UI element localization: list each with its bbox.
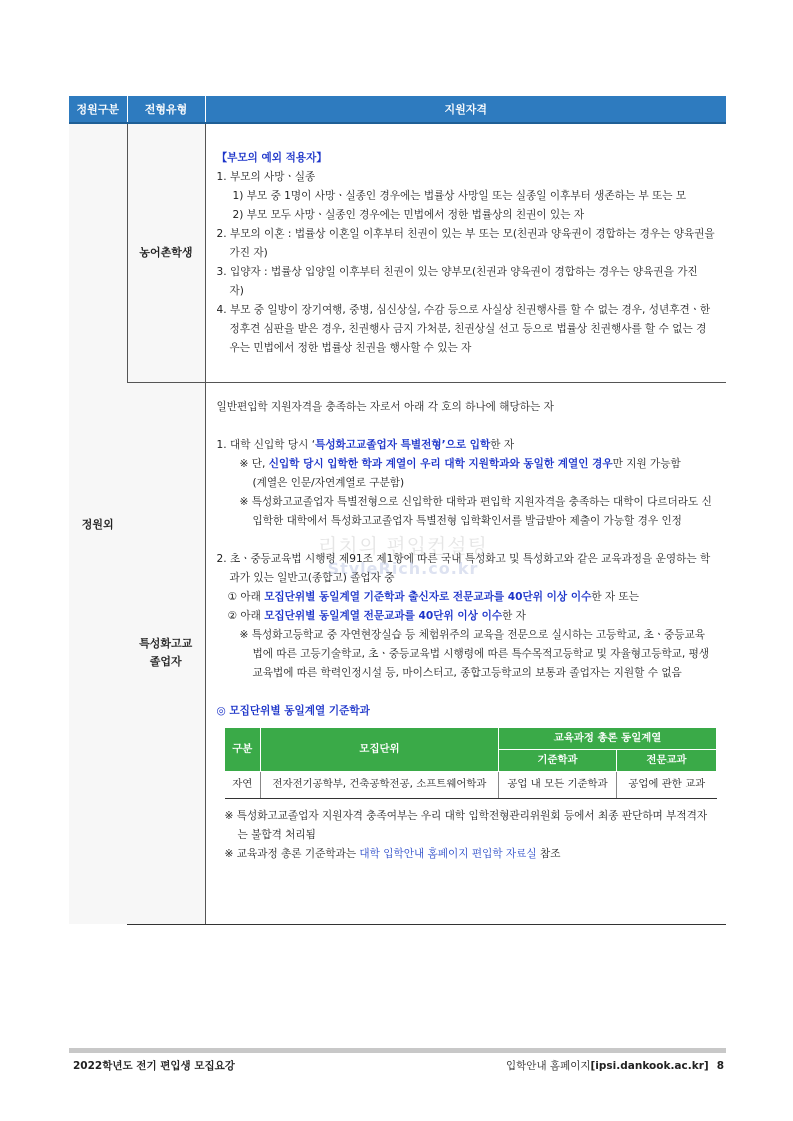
sub-header-division: 구분 (225, 727, 261, 771)
emphasis-same-field: 신입학 당시 입학한 학과 계열이 우리 대학 지원학과와 동일한 계열인 경우 (268, 457, 613, 470)
vocational-note-1: ※ 단, 신입학 당시 입학한 학과 계열이 우리 대학 지원학과와 동일한 계열인 경우만 지원 가능함 (계열은 인문/자연계열로 구분함) (239, 457, 681, 489)
table-row (225, 771, 717, 798)
curriculum-reference-note: ※ 교육과정 총론 기준학과는 대학 입학안내 홈페이지 편입학 자료실 참조 (224, 847, 561, 860)
rural-item-2: 2. 부모의 이혼 : 법률상 이혼일 이후부터 친권이 있는 부 또는 모(친권과 양육권이 경합하는 경우는 양육권을 가진 자) (216, 228, 715, 260)
rural-item-1b: 2) 부모 모두 사망ㆍ실종인 경우에는 민법에서 정한 법률상의 친권이 있는 자 (232, 209, 585, 222)
emphasis-condition-1: 모집단위별 동일계열 기준학과 출신자로 전문교과를 40단위 이상 이수 (264, 590, 592, 603)
cell-specialized-subject: 공업에 관한 교과 (617, 771, 717, 798)
sub-header-specialized-subject: 전문교과 (617, 749, 717, 771)
vocational-condition-2: ② 아래 모집단위별 동일계열 전문교과를 40단위 이상 이수한 자 (227, 609, 526, 622)
vocational-item-2: 2. 초ㆍ중등교육법 시행령 제91조 제1항에 따른 국내 특성화고 및 특성화고와 같은 교육과정을 운영하는 학과가 있는 일반고(종합고) 졸업자 중 (216, 552, 711, 584)
page-number: 8 (716, 1060, 724, 1072)
vocational-type-line1: 특성화고교 (139, 637, 193, 651)
vocational-type-line2: 졸업자 (149, 655, 182, 668)
watermark-line2: StyleRich.co.kr (327, 559, 479, 578)
archive-link[interactable]: 대학 입학안내 홈페이지 편입학 자료실 (359, 847, 537, 860)
qualification-vocational (205, 382, 726, 924)
footer-site-label: 입학안내 홈페이지 (506, 1060, 591, 1072)
header-admission-type: 전형유형 (127, 96, 205, 123)
watermark-line1: 리치의 편입컨설팅 (318, 534, 488, 558)
final-decision-note: ※ 특성화고교졸업자 지원자격 충족여부는 우리 대학 입학전형관리위원회 등에서 최종 판단하며 부적격자는 불합격 처리됨 (224, 809, 708, 841)
vocational-condition-1: ① 아래 모집단위별 동일계열 기준학과 출신자로 전문교과를 40단위 이상 이수한 자 또는 (227, 590, 639, 603)
parent-exception-heading: 【부모의 예외 적용자】 (216, 152, 327, 165)
vocational-item-1: 1. 대학 신입학 당시 ‘특성화고교졸업자 특별전형’으로 입학한 자 (216, 438, 515, 451)
sub-header-standard-dept: 기준학과 (499, 749, 617, 771)
admission-qualification-table (69, 96, 726, 925)
footer-document-title: 2022학년도 전기 편입생 모집요강 (73, 1060, 235, 1072)
cell-division: 자연 (225, 771, 261, 798)
vocational-intro: 일반편입학 지원자격을 충족하는 자로서 아래 각 호의 하나에 해당하는 자 (216, 400, 554, 413)
footer-divider (69, 1048, 726, 1053)
vocational-exclusion-note: ※ 특성화고등학교 중 자연현장실습 등 체험위주의 교육을 전문으로 실시하는 고등학교, 초ㆍ중등교육법에 따른 고등기술학교, 초ㆍ중등교육법 시행령에 따른 특수목적고등학교 및 자율형고등학교, 평생교육법에 따른 학력인정시설 등, 마이스터고, 종합고등학교의 보통과 졸업자는 지원할 수 없음 (239, 628, 710, 679)
qualification-rural (205, 123, 726, 382)
emphasis-special-track: 특성화고교졸업자 특별전형’으로 입학 (315, 438, 491, 451)
rural-item-1a: 1) 부모 중 1명이 사망ㆍ실종인 경우에는 법률상 사망일 또는 실종일 이후부터 생존하는 부 또는 모 (232, 190, 687, 203)
admission-type-rural: 농어촌학생 (127, 123, 205, 382)
same-field-subtitle: ◎ 모집단위별 동일계열 기준학과 (216, 704, 370, 717)
quota-category-cell: 정원외 (69, 123, 127, 924)
cell-standard-dept: 공업 내 모든 기준학과 (499, 771, 617, 798)
header-quota-category: 정원구분 (69, 96, 127, 123)
emphasis-condition-2: 모집단위별 동일계열 전문교과를 40단위 이상 이수 (264, 609, 503, 622)
header-qualification: 지원자격 (205, 96, 726, 123)
vocational-note-2: ※ 특성화고교졸업자 특별전형으로 신입학한 대학과 편입학 지원자격을 충족하는 대학이 다르더라도 신입학한 대학에서 특성화고교졸업자 특별전형 입학확인서를 발급받아 제출이 가능할 경우 인정 (239, 495, 712, 527)
sub-header-curriculum: 교육과정 총론 동일계열 (499, 727, 717, 749)
footer-site-info (506, 1058, 724, 1073)
admission-type-vocational (127, 382, 205, 924)
rural-item-4: 4. 부모 중 일방이 장기여행, 중병, 심신상실, 수감 등으로 사실상 친권행사를 할 수 없는 경우, 성년후견ㆍ한정후견 심판을 받은 경우, 친권행사 금지 가처분, 친권상실 선고 등으로 법률상 친권행사를 할 수 없는 경우는 민법에서 정한 법률상 친권을 행사할 수 있는 자 (216, 304, 711, 355)
same-field-table (225, 727, 718, 799)
cell-unit: 전자전기공학부, 건축공학전공, 소프트웨어학과 (261, 771, 499, 798)
rural-item-1: 1. 부모의 사망ㆍ실종 (216, 171, 316, 184)
sub-header-unit: 모집단위 (261, 727, 499, 771)
footer-site-url[interactable]: [ipsi.dankook.ac.kr] (590, 1060, 709, 1072)
field-division-note: (계열은 인문/자연계열로 구분함) (252, 476, 405, 489)
rural-item-3: 3. 입양자 : 법률상 입양일 이후부터 친권이 있는 양부모(친권과 양육권이 경합하는 경우는 양육권을 가진 자) (216, 266, 698, 298)
